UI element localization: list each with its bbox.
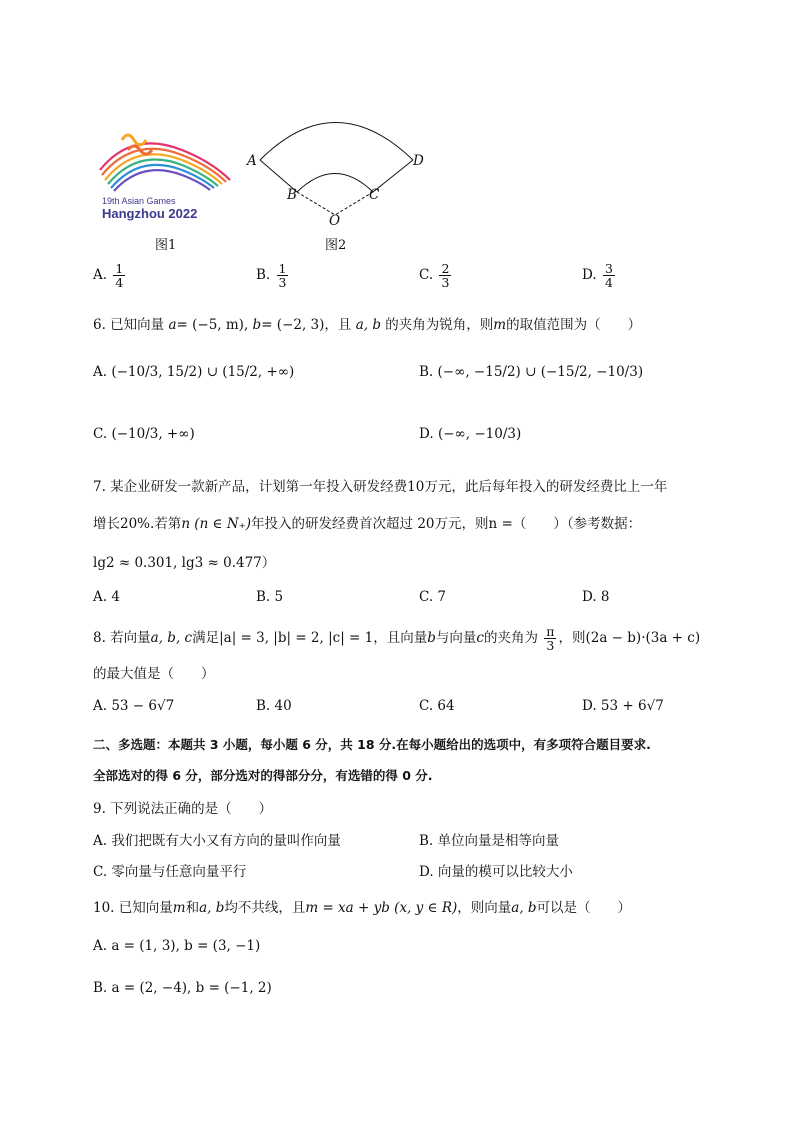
q8-option-d: D. 53 + 6√7 — [582, 698, 664, 714]
q9-option-c: C. 零向量与任意向量平行 — [93, 864, 247, 880]
logo-line1: 19th Asian Games — [102, 196, 176, 206]
q9-option-b: B. 单位向量是相等向量 — [419, 833, 560, 849]
q7-line1: 7. 某企业研发一款新产品，计划第一年投入研发经费10万元，此后每年投入的研发经费比上一年 — [93, 479, 668, 495]
asian-games-logo — [92, 120, 237, 225]
q9-option-d: D. 向量的模可以比较大小 — [419, 864, 573, 880]
point-A: A — [247, 153, 257, 169]
q8-option-b: B. 40 — [256, 698, 292, 714]
q8-option-c: C. 64 — [419, 698, 455, 714]
q9-stem: 9. 下列说法正确的是（ ） — [93, 801, 273, 817]
q7-line3: lg2 ≈ 0.301, lg3 ≈ 0.477） — [93, 555, 276, 571]
q10-option-b: B. a = (2, −4), b = (−1, 2) — [93, 980, 272, 996]
q6-option-c: C. (−10/3, +∞) — [93, 426, 195, 442]
q8-line1: 8. 若向量a, b, c满足|a| = 3, |b| = 2, |c| = 1，且向量b与向量c的夹角为 $\frac{\pi}{3}$ ，则(2a − b)·(3a + c) — [93, 624, 701, 654]
q5-option-b: B. $\frac{1}{3}$ — [256, 261, 287, 291]
q10-option-a: A. a = (1, 3), b = (3, −1) — [93, 938, 261, 954]
q5-option-d: D. $\frac{3}{4}$ — [582, 261, 613, 291]
q8-line2: 的最大值是（ ） — [93, 666, 215, 682]
q8-option-a: A. 53 − 6√7 — [93, 698, 175, 714]
point-O: O — [329, 213, 341, 229]
fig2-caption: 图2 — [325, 238, 347, 253]
logo-line2: Hangzhou 2022 — [102, 206, 198, 221]
point-B: B — [287, 187, 297, 203]
point-D: D — [413, 153, 424, 169]
q7-option-a: A. 4 — [93, 589, 120, 605]
q6-option-d: D. (−∞, −10/3) — [419, 426, 522, 442]
q6-option-a: A. (−10/3, 15/2) ∪ (15/2, +∞) — [93, 364, 295, 380]
fan-diagram — [245, 115, 435, 230]
section2-line1: 二、多选题：本题共 3 小题，每小题 6 分，共 18 分.在每小题给出的选项中，有多项符合题目要求. — [93, 737, 651, 752]
section2-line2: 全部选对的得 6 分，部分选对的得部分分，有选错的得 0 分. — [93, 768, 433, 783]
q5-option-c: C. $\frac{2}{3}$ — [419, 261, 450, 291]
q7-option-c: C. 7 — [419, 589, 447, 605]
q7-option-b: B. 5 — [256, 589, 284, 605]
point-C: C — [369, 187, 380, 203]
q5-option-a: A. $\frac{1}{4}$ — [93, 261, 124, 291]
q6-option-b: B. (−∞, −15/2) ∪ (−15/2, −10/3) — [419, 364, 644, 380]
q7-option-d: D. 8 — [582, 589, 610, 605]
q7-line2: 增长20%.若第n (n ∈ N₊)年投入的研发经费首次超过 20万元，则n =（ ）（参考数据： — [93, 516, 642, 532]
q9-option-a: A. 我们把既有大小又有方向的量叫作向量 — [93, 833, 341, 849]
q10-stem: 10. 已知向量m和a, b均不共线，且m = xa + yb (x, y ∈ R)，则向量a, b可以是（ ） — [93, 900, 632, 916]
fig1-caption: 图1 — [155, 238, 177, 253]
q6-stem: 6. 已知向量 a= (−5, m), b= (−2, 3)，且 a, b 的夹角为锐角，则m的取值范围为（ ） — [93, 317, 642, 333]
